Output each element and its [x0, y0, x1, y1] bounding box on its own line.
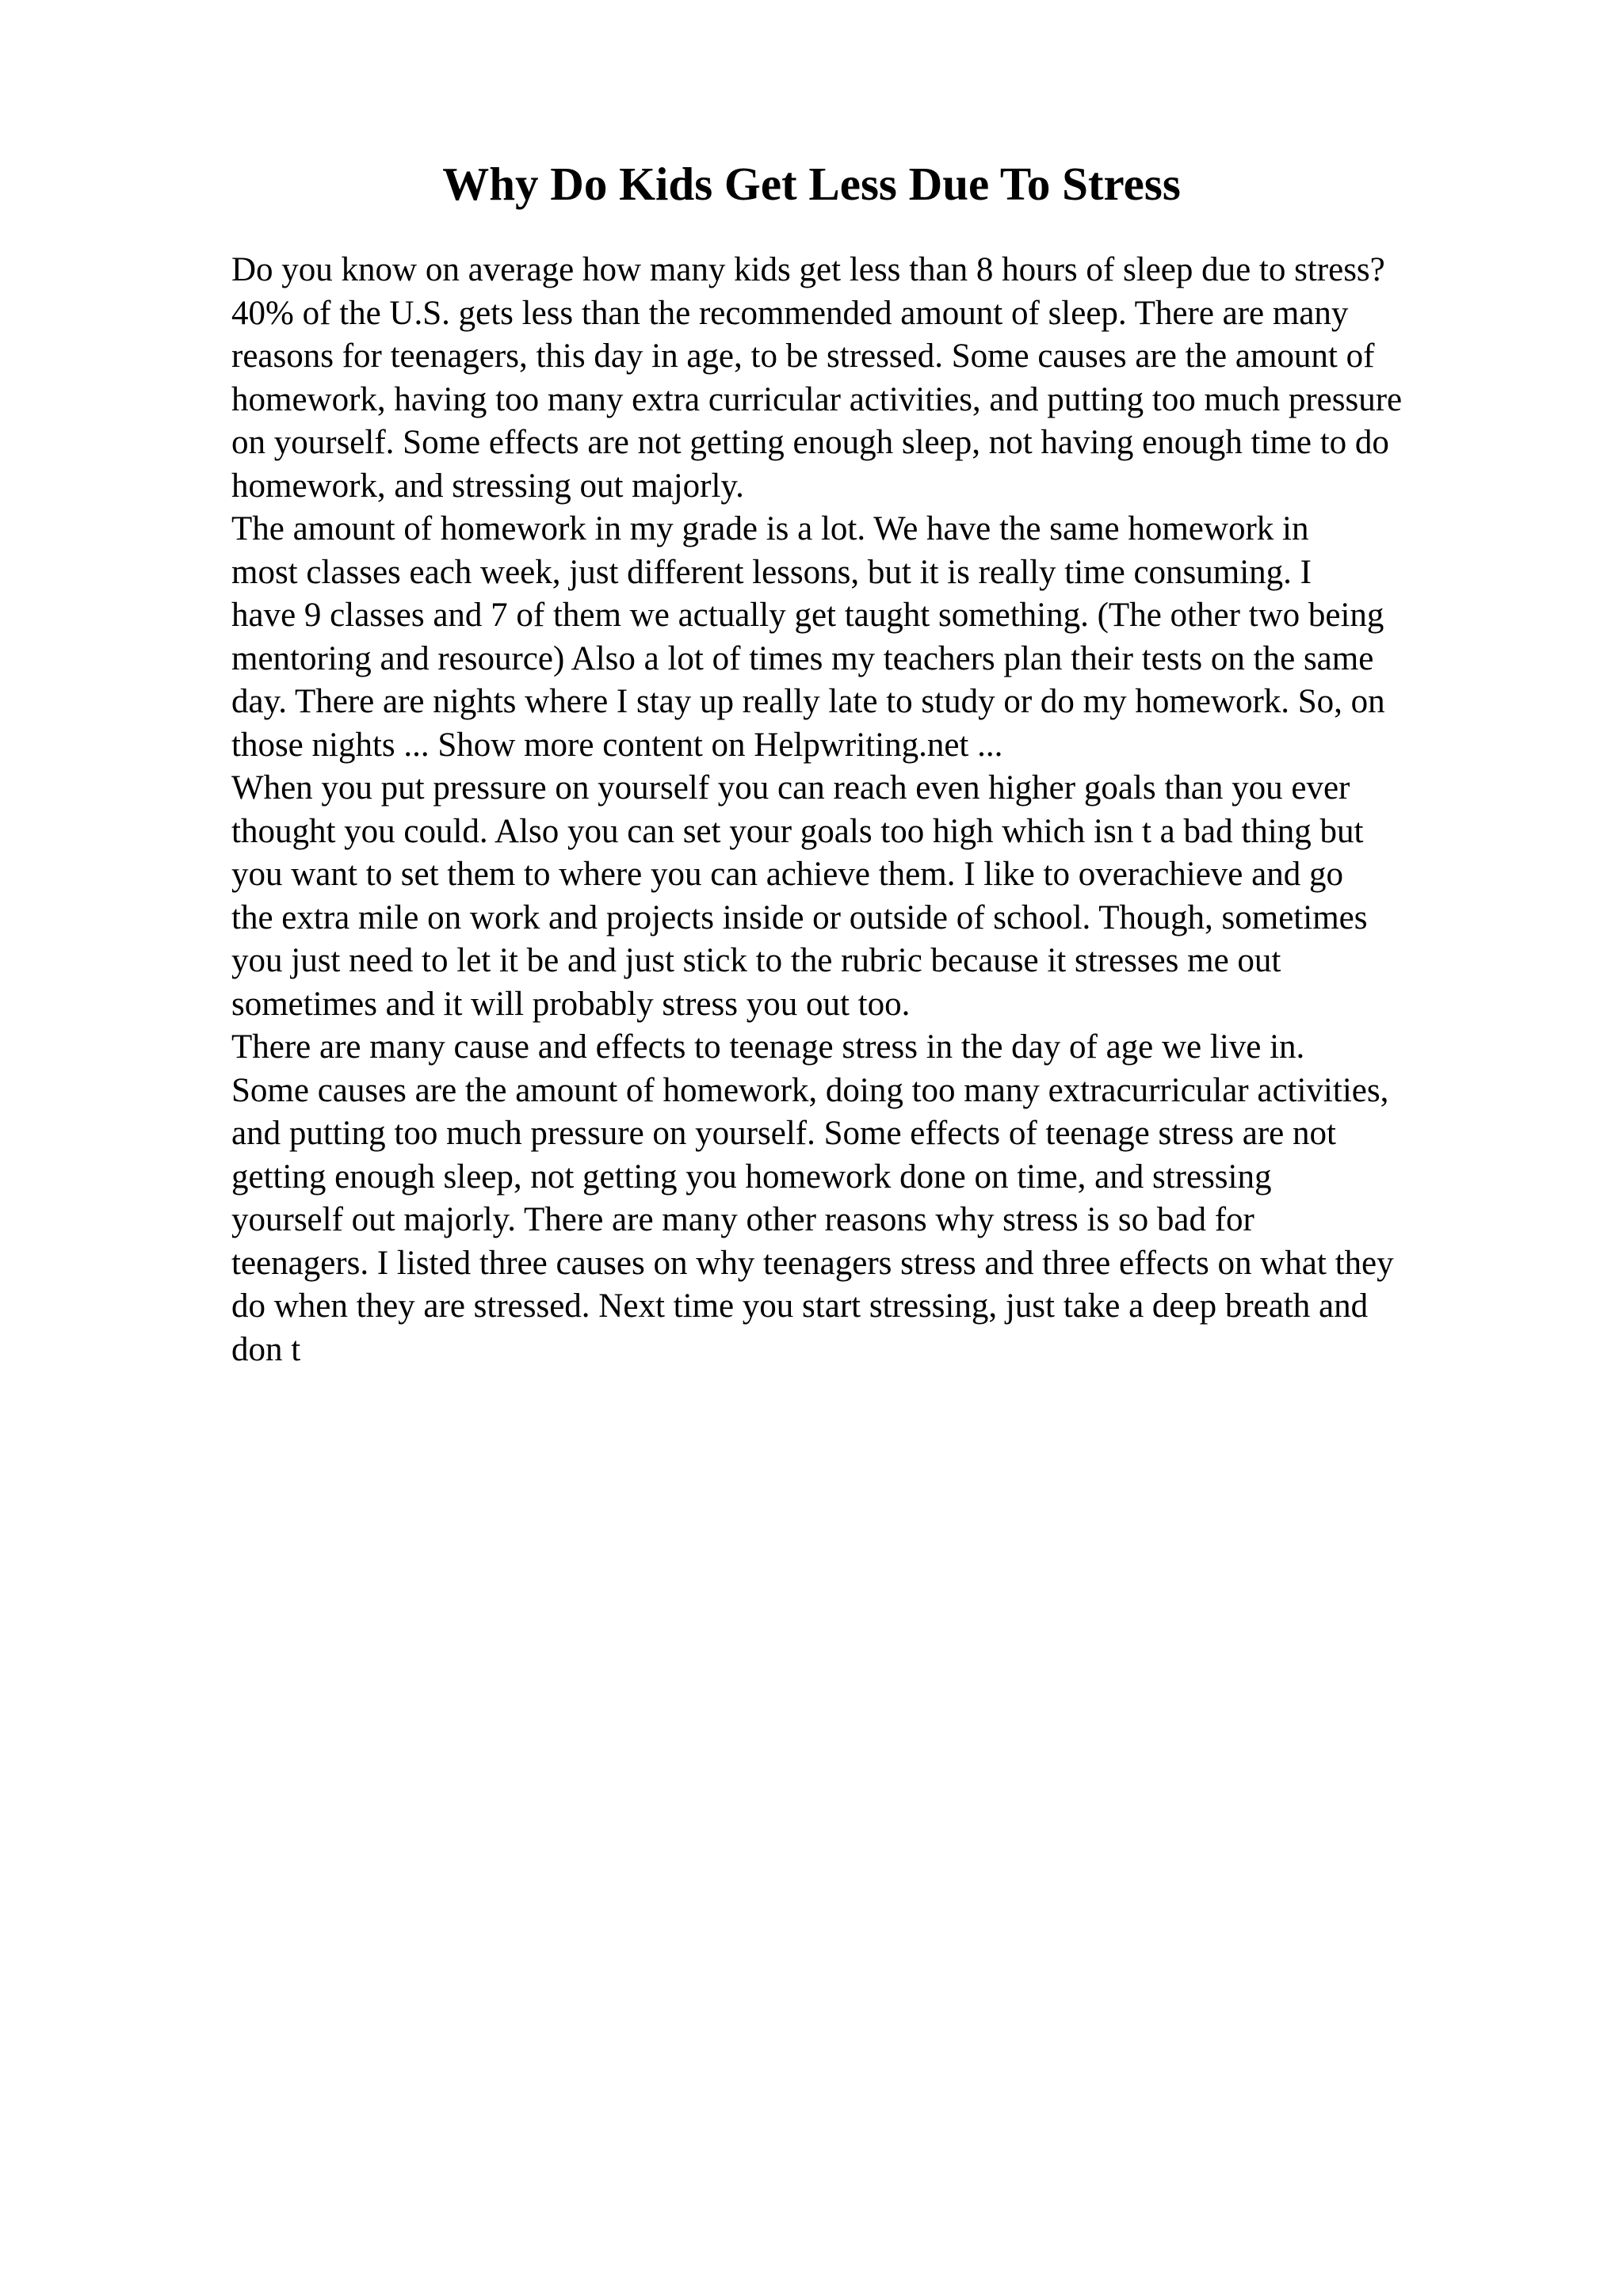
- text-line: you want to set them to where you can achieve them. I like to overachieve and go: [231, 856, 1343, 893]
- text-line: have 9 classes and 7 of them we actually get taught something. (The other two being: [231, 597, 1384, 634]
- text-line: getting enough sleep, not getting you homework done on time, and stressing: [231, 1158, 1272, 1196]
- text-line: yourself out majorly. There are many other reasons why stress is so bad for: [231, 1201, 1254, 1238]
- text-line: those nights ... Show more content on Helpwriting.net ...: [231, 726, 1003, 764]
- document-body: [231, 249, 1610, 1371]
- text-line: day. There are nights where I stay up really late to study or do my homework. So, on: [231, 683, 1385, 720]
- text-line: Do you know on average how many kids get less than 8 hours of sleep due to stress?: [231, 251, 1385, 288]
- text-line: you just need to let it be and just stick to the rubric because it stresses me out: [231, 942, 1281, 979]
- text-line: thought you could. Also you can set your goals too high which isn t a bad thing but: [231, 812, 1364, 850]
- text-line: on yourself. Some effects are not getting enough sleep, not having enough time to do: [231, 424, 1389, 461]
- text-line: do when they are stressed. Next time you start stressing, just take a deep breath and: [231, 1287, 1369, 1325]
- text-line: the extra mile on work and projects inside or outside of school. Though, sometimes: [231, 898, 1368, 936]
- text-line: sometimes and it will probably stress you out too.: [231, 985, 911, 1023]
- text-line: 40% of the U.S. gets less than the recommended amount of sleep. There are many: [231, 294, 1349, 332]
- document-title: Why Do Kids Get Less Due To Stress: [442, 158, 1181, 210]
- text-line: most classes each week, just different lessons, but it is really time consuming. I: [231, 553, 1312, 591]
- text-line: There are many cause and effects to teenage stress in the day of age we live in.: [231, 1028, 1305, 1066]
- text-line: Some causes are the amount of homework, doing too many extracurricular activities,: [231, 1071, 1389, 1109]
- text-line: homework, having too many extra curricular activities, and putting too much pressure: [231, 380, 1403, 418]
- text-line: When you put pressure on yourself you can reach even higher goals than you ever: [231, 769, 1350, 807]
- text-line: reasons for teenagers, this day in age, to be stressed. Some causes are the amount of: [231, 338, 1375, 375]
- text-line: The amount of homework in my grade is a lot. We have the same homework in: [231, 510, 1309, 547]
- text-line: homework, and stressing out majorly.: [231, 467, 744, 505]
- text-line: don t: [231, 1330, 301, 1368]
- text-line: mentoring and resource) Also a lot of times my teachers plan their tests on the same: [231, 639, 1374, 677]
- text-line: and putting too much pressure on yourself. Some effects of teenage stress are not: [231, 1115, 1336, 1152]
- text-line: teenagers. I listed three causes on why teenagers stress and three effects on what they: [231, 1244, 1394, 1282]
